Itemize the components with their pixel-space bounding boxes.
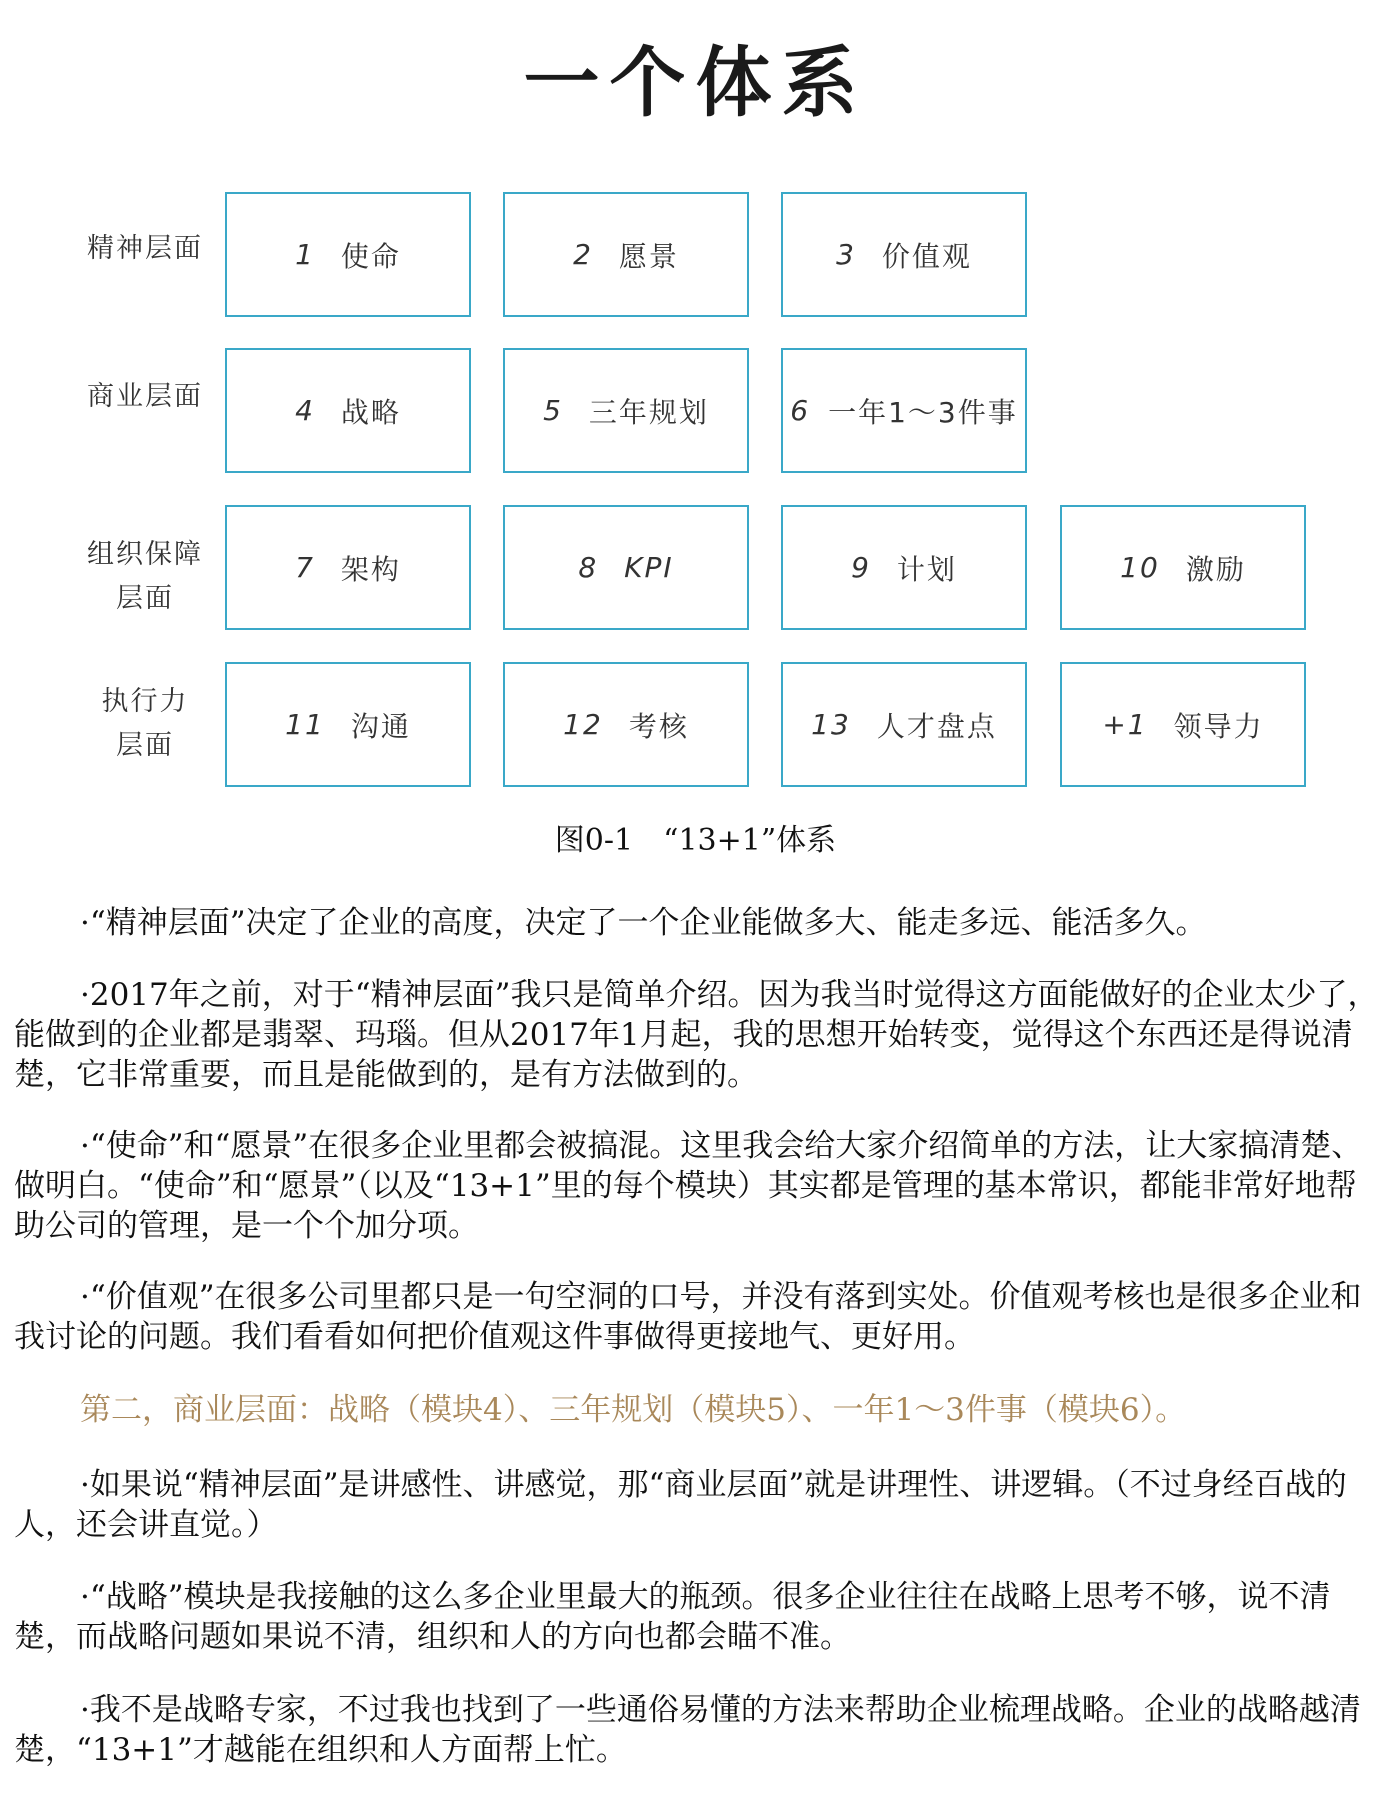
paragraph: ·“价值观”在很多公司里都只是一句空洞的口号，并没有落到实处。价值观考核也是很多企业和我讨论的问题。我们看看如何把价值观这件事做得更接地气、更好用。 [14,1279,1362,1355]
module-box-13 [781,662,1027,787]
module-number: 1 [295,238,315,271]
module-box-3 [781,192,1027,317]
module-number: +1 [1102,708,1148,741]
module-name: 架构 [340,552,401,586]
row-label-line: 组织保障 [87,539,203,570]
module-box-4 [225,348,471,473]
paragraph: ·“精神层面”决定了企业的高度，决定了一个企业能做多大、能走多远、能活多久。 [80,905,1207,941]
paragraph: ·“战略”模块是我接触的这么多企业里最大的瓶颈。很多企业往往在战略上思考不够，说不清楚，而战略问题如果说不清，组织和人的方向也都会瞄不准。 [14,1579,1331,1655]
module-name: 考核 [628,709,689,743]
row-label-line: 商业层面 [87,381,203,412]
paragraph: ·我不是战略专家，不过我也找到了一些通俗易懂的方法来帮助企业梳理战略。企业的战略越清楚，“13+1”才越能在组织和人方面帮上忙。 [14,1692,1361,1768]
row-label-execution [70,680,220,768]
paragraph: ·2017年之前，对于“精神层面”我只是简单介绍。因为我当时觉得这方面能做好的企业太少了，能做到的企业都是翡翠、玛瑙。但从2017年1月起，我的思想开始转变，觉得这个东西还是得说清楚，它非常重要，而且是能做到的，是有方法做到的。 [14,977,1379,1093]
module-name: 愿景 [618,239,679,273]
diagram-title: 一个体系 [523,38,868,127]
section-heading: 第二，商业层面：战略（模块4）、三年规划（模块5）、一年1～3件事（模块6）。 [80,1392,1187,1428]
module-number: 4 [295,394,315,427]
row-label-line: 执行力 [101,686,189,717]
row-label-organization [70,533,220,621]
module-name: 人才盘点 [876,709,997,743]
module-number: 3 [836,238,856,271]
module-box-10 [1060,505,1306,630]
module-number: 10 [1120,551,1160,584]
module-number: 5 [543,394,563,427]
module-box-1 [225,192,471,317]
module-number: 9 [851,551,871,584]
module-box-5 [503,348,749,473]
figure-caption: 图0-1 “13+1”体系 [554,823,837,858]
module-box-2 [503,192,749,317]
module-name: 三年规划 [588,395,709,429]
row-label-business [70,375,220,419]
paragraph: ·“使命”和“愿景”在很多企业里都会被搞混。这里我会给大家介绍简单的方法，让大家搞清楚、做明白。“使命”和“愿景”（以及“13+1”里的每个模块）其实都是管理的基本常识，都能非常好地帮助公司的管理，是一个个加分项。 [14,1128,1363,1244]
row-label-spirit [70,227,220,271]
module-name: KPI [624,551,674,584]
module-number: 12 [563,708,603,741]
module-box-6 [781,348,1027,473]
row-label-line: 层面 [116,730,174,761]
module-name: 价值观 [881,239,972,273]
paragraph: ·如果说“精神层面”是讲感性、讲感觉，那“商业层面”就是讲理性、讲逻辑。（不过身经百战的人，还会讲直觉。） [14,1467,1347,1543]
row-label-line: 精神层面 [87,233,203,264]
module-number: 7 [295,551,315,584]
module-number: 13 [811,708,851,741]
module-name: 激励 [1185,552,1246,586]
module-box-8 [503,505,749,630]
module-name: 使命 [340,239,401,273]
module-number: 6 [790,394,811,427]
module-box-7 [225,505,471,630]
module-number: 11 [285,708,325,741]
row-label-line: 层面 [116,583,174,614]
module-name: 战略 [340,395,401,429]
module-number: 2 [573,238,593,271]
module-name: 计划 [896,552,957,586]
module-box-12 [503,662,749,787]
module-name: 领导力 [1173,709,1264,743]
module-box-9 [781,505,1027,630]
module-number: 8 [578,551,599,584]
module-box-plus1 [1060,662,1306,787]
module-name: 一年1～3件事 [828,395,1018,429]
module-name: 沟通 [350,709,411,743]
module-box-11 [225,662,471,787]
